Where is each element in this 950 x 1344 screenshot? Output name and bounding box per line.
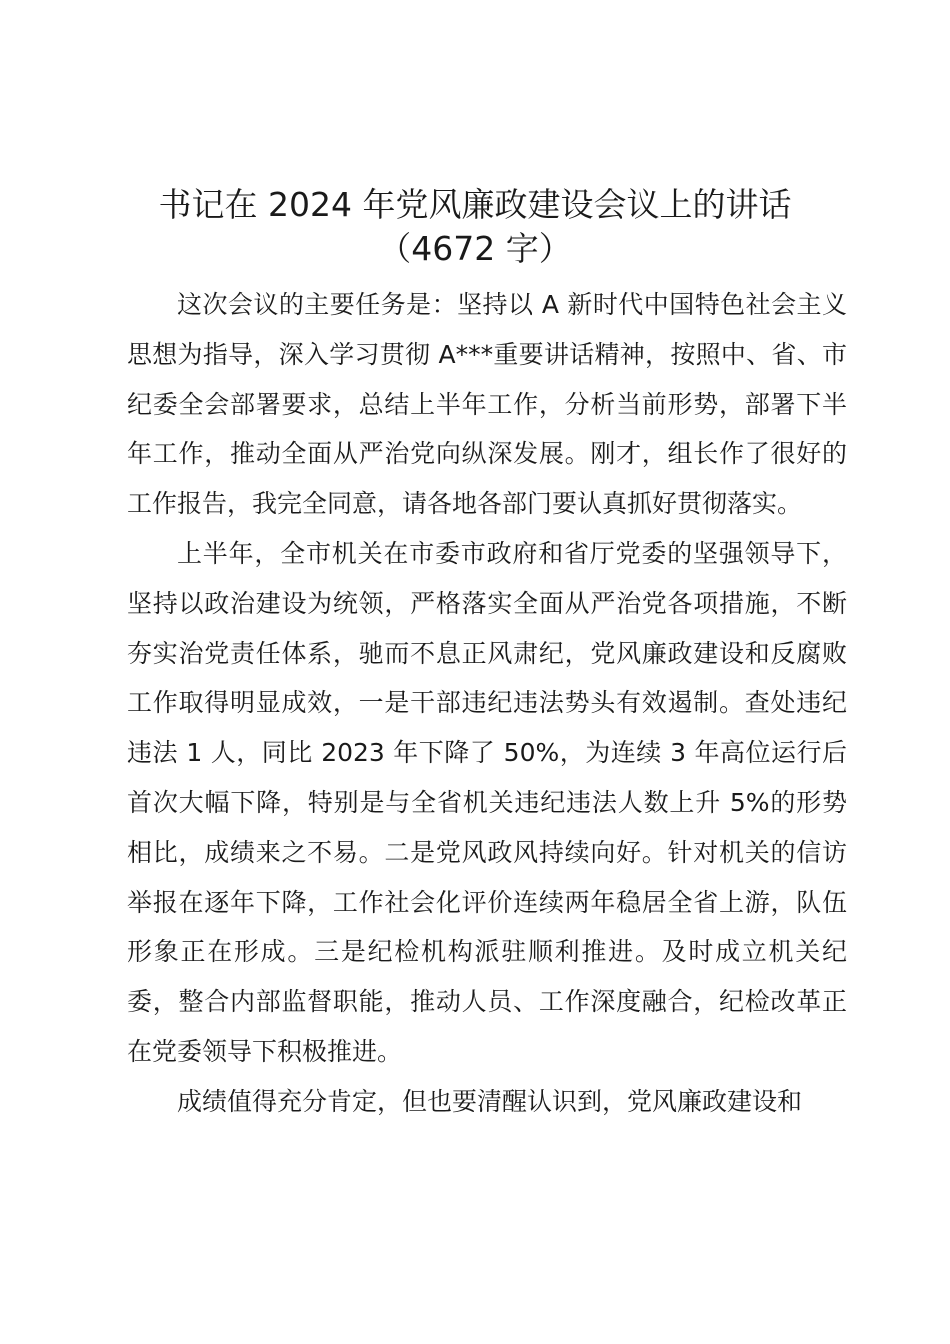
paragraph-intro: 这次会议的主要任务是：坚持以 A 新时代中国特色社会主义思想为指导，深入学习贯彻 A***重要讲话精神，按照中、省、市纪委全会部署要求，总结上半年工作，分析当前形势，部署下半年工作，推动全面从严治党向纵深发展。刚才，组长作了很好的工作报告，我完全同意，请各地各部门要认真抓好贯彻落实。 xyxy=(127,290,847,519)
paragraph-achievements: 上半年，全市机关在市委市政府和省厅党委的坚强领导下，坚持以政治建设为统领，严格落实全面从严治党各项措施，不断夯实治党责任体系，驰而不息正风肃纪，党风廉政建设和反腐败工作取得明显成效，一是干部违纪违法势头有效遏制。查处违纪违法 1 人，同比 2023 年下降了 50%，为连续 3 年高位运行后首次大幅下降，特别是与全省机关违纪违法人数上升 5%的形势相比，成绩来之不易。二是党风政风持续向好。针对机关的信访举报在逐年下降，工作社会化评价连续两年稳居全省上游，队伍形象正在形成。三是纪检机构派驻顺利推进。及时成立机关纪委，整合内部监督职能，推动人员、工作深度融合，纪检改革正在党委领导下积极推进。 xyxy=(127,538,847,1066)
document-title: 书记在 2024 年党风廉政建设会议上的讲话 xyxy=(158,185,792,224)
document-title-word-count: （4672 字） xyxy=(378,229,572,268)
document-body xyxy=(127,280,847,1127)
paragraph-assessment: 成绩值得充分肯定，但也要清醒认识到，党风廉政建设和 xyxy=(177,1086,803,1116)
